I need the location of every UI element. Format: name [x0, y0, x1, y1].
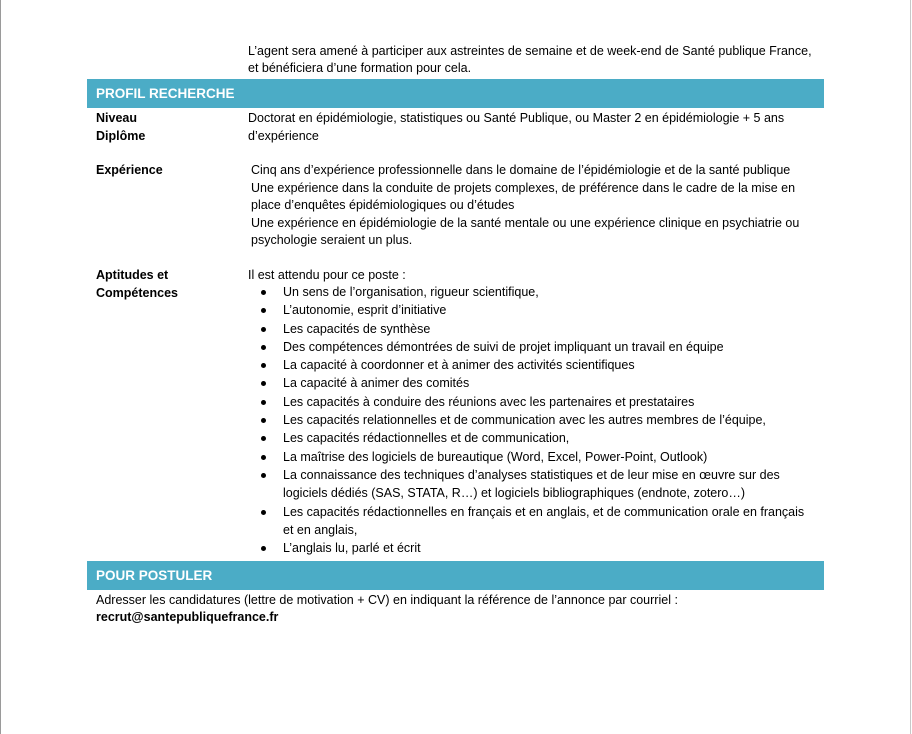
- aptitude-item-line: La maîtrise des logiciels de bureautique (Word, Excel, Power-Point, Outlook): [283, 449, 708, 464]
- profil-recherche-heading: PROFIL RECHERCHE: [87, 79, 824, 108]
- bullet-icon: [261, 455, 266, 460]
- aptitudes-label: Aptitudes et Compétences: [96, 268, 178, 300]
- aptitude-item: [248, 429, 818, 447]
- page-right-edge: [910, 0, 911, 734]
- bullet-icon: [261, 308, 266, 313]
- bullet-icon: [261, 345, 266, 350]
- aptitude-item: [248, 539, 818, 557]
- aptitude-item-line: logiciels dédiés (SAS, STATA, R…) et logiciels bibliographiques (endnote, zotero…): [283, 486, 746, 501]
- experience-line: place d’enquêtes épidémiologiques ou d’études: [251, 198, 515, 212]
- pour-postuler-heading: POUR POSTULER: [87, 561, 824, 590]
- aptitude-item: [248, 448, 818, 466]
- aptitude-item: [248, 301, 818, 319]
- page-left-edge: [0, 0, 1, 734]
- aptitude-item-line: Des compétences démontrées de suivi de projet impliquant un travail en équipe: [283, 339, 724, 354]
- aptitude-item-line: L’anglais lu, parlé et écrit: [283, 541, 421, 556]
- aptitude-item: [248, 466, 818, 503]
- aptitude-item-line: La capacité à coordonner et à animer des activités scientifiques: [283, 358, 635, 373]
- bullet-icon: [261, 327, 266, 332]
- experience-line: Cinq ans d’expérience professionnelle dans le domaine de l’épidémiologie et de la santé publique: [251, 163, 791, 177]
- aptitude-item: [248, 283, 818, 301]
- experience-line: psychologie seraient un plus.: [251, 233, 413, 247]
- aptitude-item-line: La connaissance des techniques d’analyses statistiques et de leur mise en œuvre sur des: [283, 467, 780, 482]
- apply-email[interactable]: recrut@santepubliquefrance.fr: [96, 610, 279, 624]
- experience-label: Expérience: [96, 163, 163, 177]
- aptitude-item: [248, 356, 818, 374]
- aptitude-item: [248, 374, 818, 392]
- aptitude-item-line: Les capacités à conduire des réunions avec les partenaires et prestataires: [283, 394, 695, 409]
- aptitude-item-line: La capacité à animer des comités: [283, 376, 470, 391]
- intro-line: L’agent sera amené à participer aux astreintes de semaine et de week-end de Santé publique France,: [248, 44, 812, 58]
- aptitude-item-line: et en anglais,: [283, 522, 358, 537]
- bullet-icon: [261, 418, 266, 423]
- bullet-icon: [261, 400, 266, 405]
- aptitude-item-line: Les capacités de synthèse: [283, 321, 431, 336]
- apply-instructions: Adresser les candidatures (lettre de motivation + CV) en indiquant la référence de l’annonce par courriel :: [96, 593, 678, 607]
- aptitude-item-line: Les capacités rédactionnelles et de communication,: [283, 431, 570, 446]
- bullet-icon: [261, 381, 266, 386]
- bullet-icon: [261, 473, 266, 478]
- niveau-label: Niveau Diplôme: [96, 111, 146, 143]
- niveau-value: Doctorat en épidémiologie, statistiques ou Santé Publique, ou Master 2 en épidémiologie + 5 ans d’expérience: [248, 111, 785, 143]
- aptitude-item-line: Les capacités rédactionnelles en français et en anglais, et de communication orale en français: [283, 504, 805, 519]
- aptitudes-list: [248, 283, 818, 557]
- experience-value: [251, 162, 821, 250]
- aptitude-item-line: Les capacités relationnelles et de communication avec les autres membres de l’équipe,: [283, 413, 766, 428]
- bullet-icon: [261, 436, 266, 441]
- intro-line: et bénéficiera d’une formation pour cela.: [248, 61, 472, 75]
- bullet-icon: [261, 363, 266, 368]
- aptitude-item: [248, 338, 818, 356]
- bullet-icon: [261, 510, 266, 515]
- aptitude-item-line: Un sens de l’organisation, rigueur scientifique,: [283, 285, 539, 299]
- bullet-icon: [261, 290, 266, 295]
- aptitude-item-line: L’autonomie, esprit d’initiative: [283, 303, 447, 318]
- aptitude-item: [248, 393, 818, 411]
- intro-paragraph: [248, 43, 818, 77]
- aptitude-item: [248, 503, 818, 540]
- aptitude-item: [248, 320, 818, 338]
- experience-line: Une expérience en épidémiologie de la santé mentale ou une expérience clinique en psychiatrie ou: [251, 215, 800, 230]
- aptitudes-intro: Il est attendu pour ce poste :: [248, 268, 406, 282]
- aptitude-item: [248, 411, 818, 429]
- bullet-icon: [261, 546, 266, 551]
- experience-line: Une expérience dans la conduite de projets complexes, de préférence dans le cadre de la mise en: [251, 180, 796, 195]
